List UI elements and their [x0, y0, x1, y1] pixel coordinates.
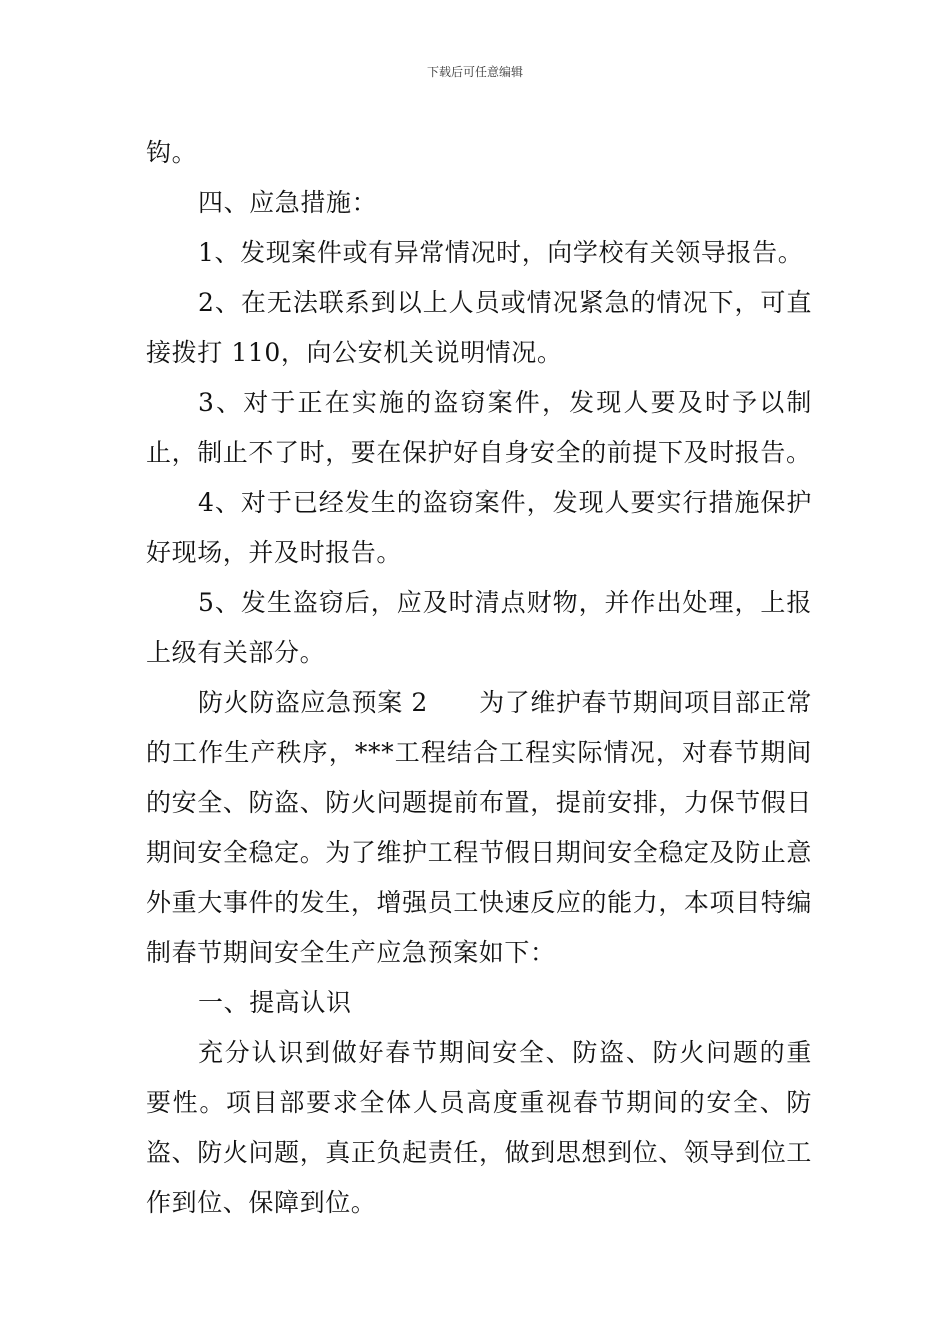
section-heading-emergency-measures: 四、应急措施： [198, 188, 378, 217]
page-header: 下载后可任意编辑 [426, 65, 523, 79]
section-heading-raise-awareness: 一、提高认识 [198, 988, 352, 1017]
list-item-4: 4、对于已经发生的盗窃案件，发现人要实行措施保护好现场，并及时报告。 [146, 488, 812, 567]
plan-2-intro-paragraph: 防火防盗应急预案 2 为了维护春节期间项目部正常的工作生产秩序，***工程结合工程实际情况，对春节期间的安全、防盗、防火问题提前布置，提前安排，力保节假日期间安全稳定。为了维护工程节假日期间安全稳定及防止意外重大事件的发生，增强员工快速反应的能力，本项目特编制春节期间安全生产应急预案如下： [146, 688, 812, 967]
list-item-1: 1、发现案件或有异常情况时，向学校有关领导报告。 [198, 238, 804, 267]
list-item-3: 3、对于正在实施的盗窃案件，发现人要及时予以制止，制止不了时，要在保护好自身安全的前提下及时报告。 [146, 388, 812, 467]
list-item-2: 2、在无法联系到以上人员或情况紧急的情况下，可直接拨打 110，向公安机关说明情况。 [146, 288, 812, 367]
document-body [146, 128, 812, 1228]
awareness-paragraph: 充分认识到做好春节期间安全、防盗、防火问题的重要性。项目部要求全体人员高度重视春节期间的安全、防盗、防火问题，真正负起责任，做到思想到位、领导到位工作到位、保障到位。 [146, 1038, 812, 1217]
paragraph-continuation: 钩。 [146, 138, 198, 167]
list-item-5: 5、发生盗窃后，应及时清点财物，并作出处理，上报上级有关部分。 [146, 588, 812, 667]
